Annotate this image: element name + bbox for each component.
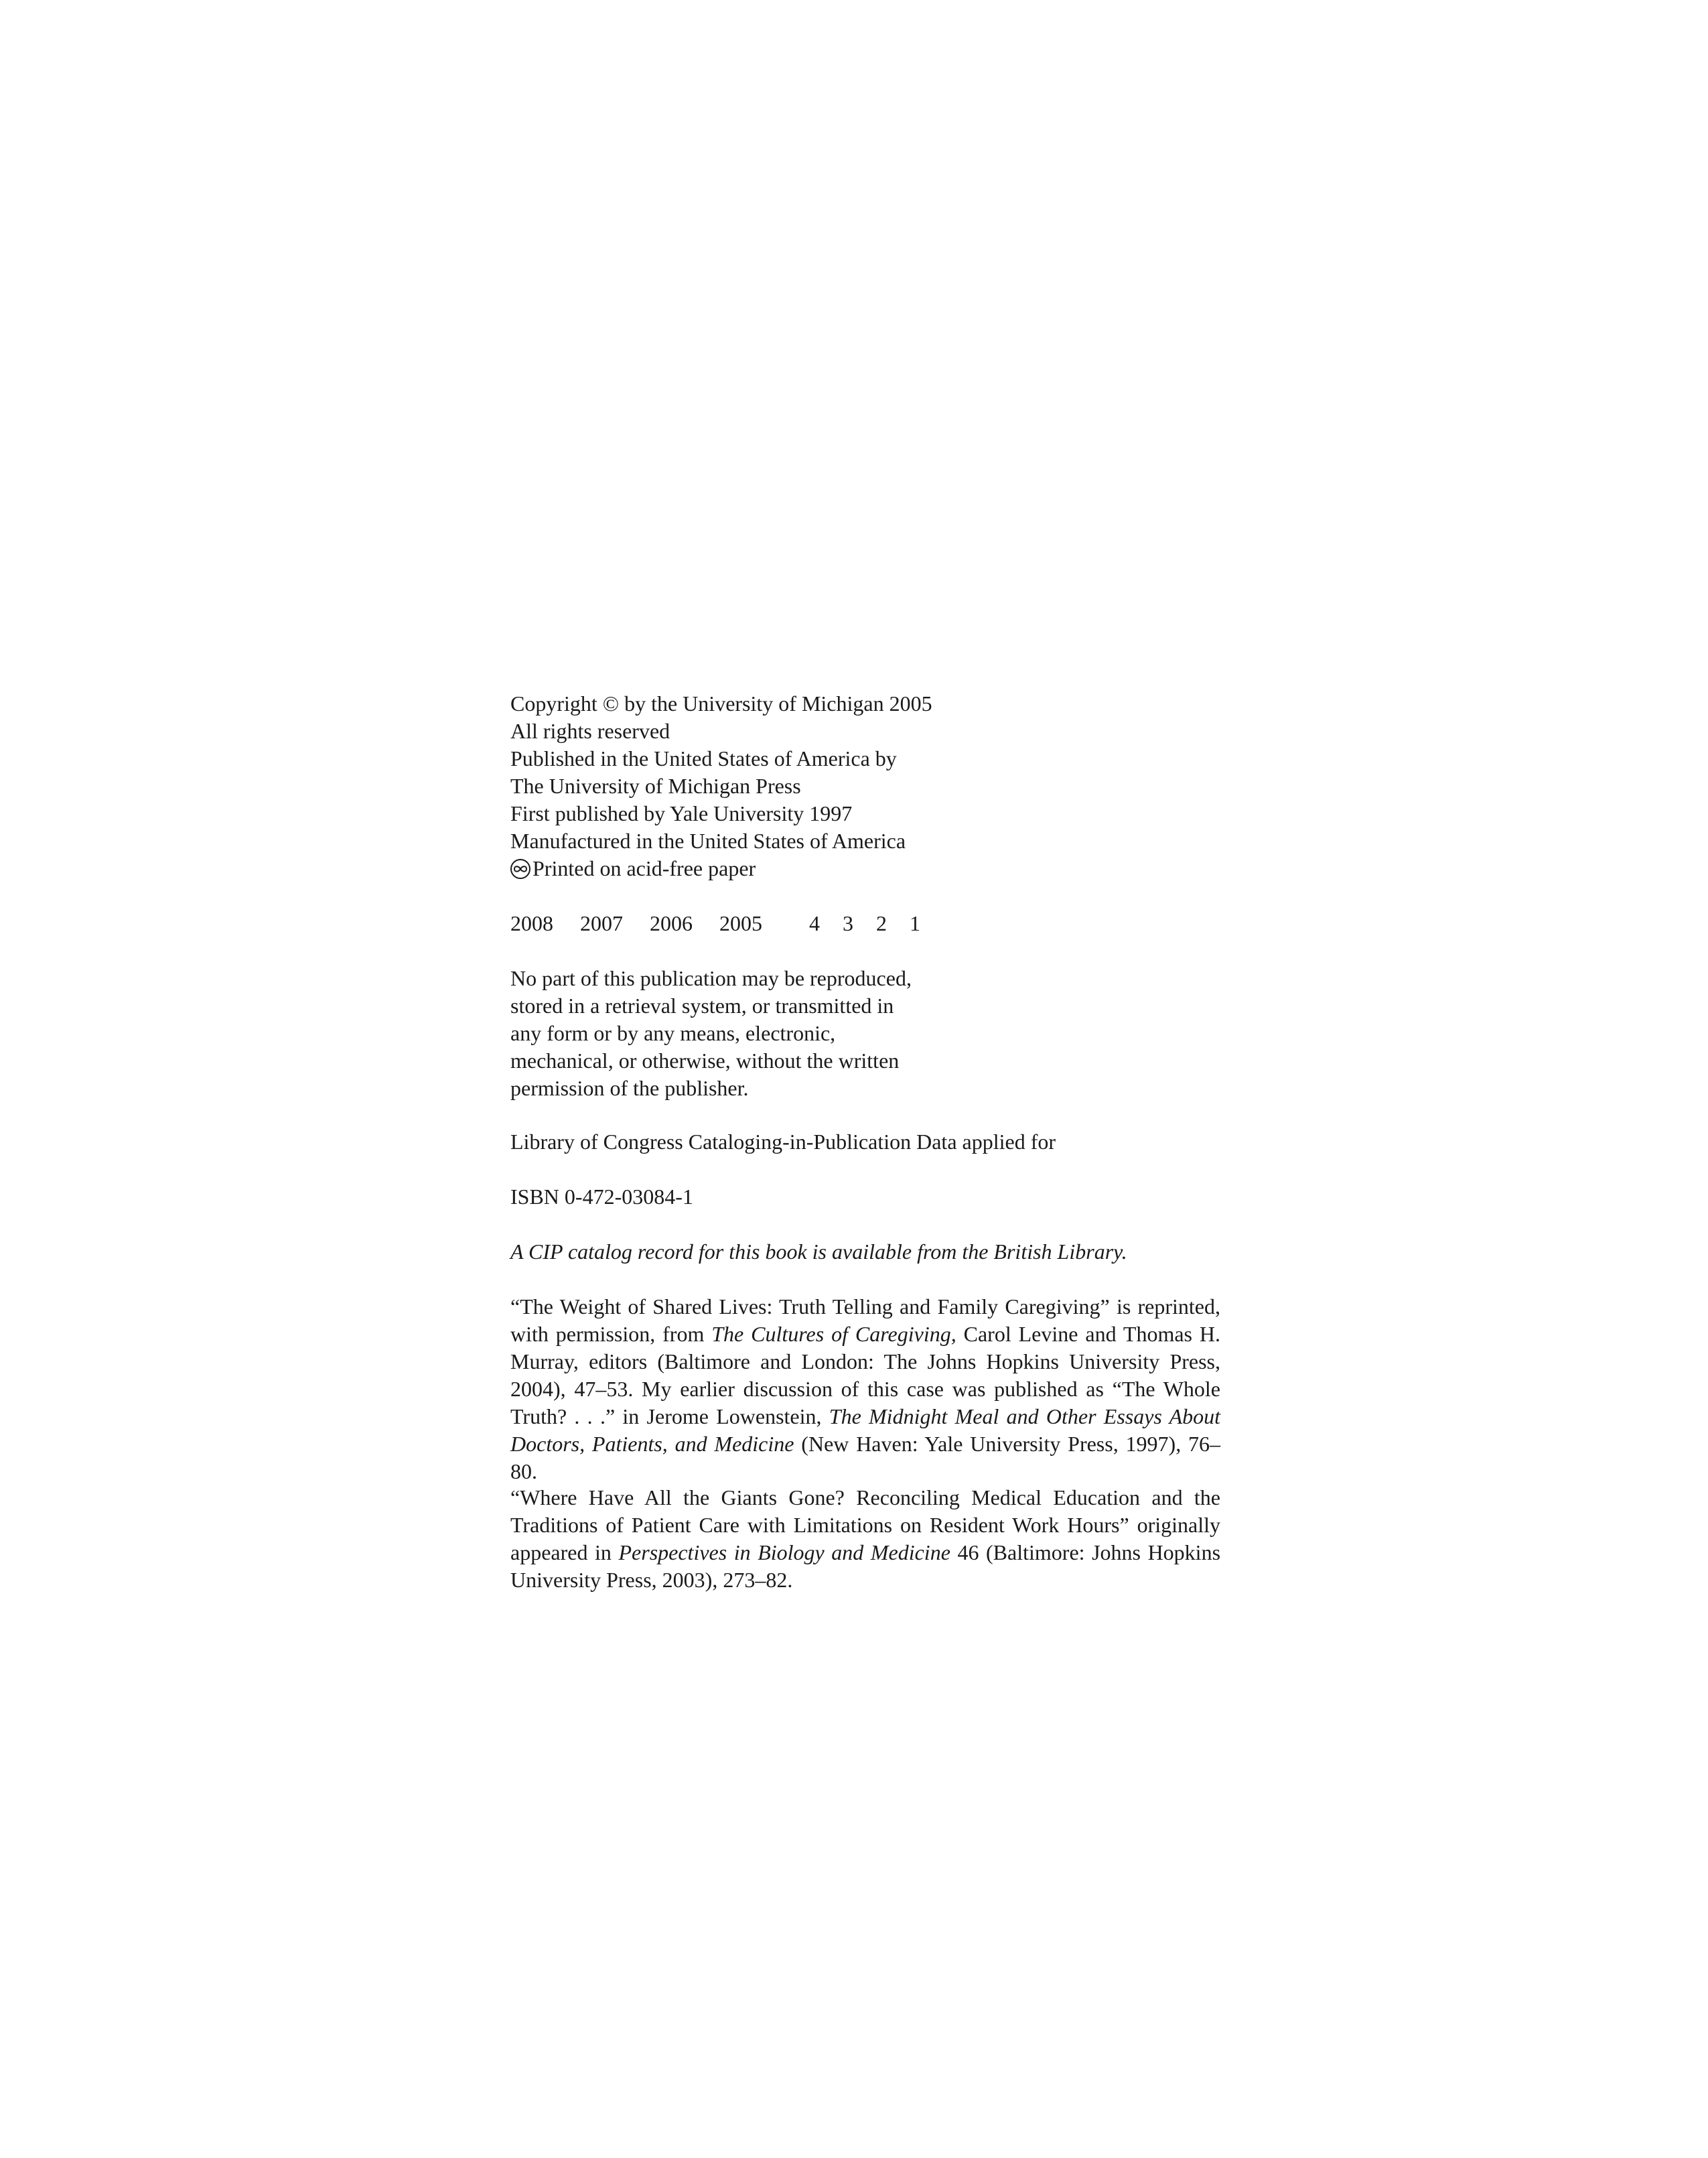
journal-title: Perspectives in Biology and Medicine [618, 1540, 950, 1564]
printing-number: 3 [843, 911, 853, 935]
book-title: The Midnight Meal and Other Essays About Doctors, Patients, and Medicine [510, 1404, 1221, 1456]
imprint-line: Copyright © by the University of Michigan 2005 [510, 691, 932, 716]
imprint-line: All rights reserved [510, 719, 670, 743]
rights-line: permission of the publisher. [510, 1076, 749, 1100]
imprint-line: First published by Yale University 1997 [510, 801, 853, 825]
cip-notice: Library of Congress Cataloging-in-Publication Data applied for [510, 1130, 1056, 1154]
printing-year: 2008 [510, 911, 553, 935]
rights-line: stored in a retrieval system, or transmitted in [510, 994, 894, 1018]
credit-text: “The Weight of Shared Lives: Truth Telling and Family Caregiving” is reprinted, with permission, from [510, 1294, 1220, 1346]
credit-paragraph-1 [510, 1293, 1220, 1485]
printing-number: 1 [910, 911, 920, 935]
book-title: The Cultures of Caregiving, [711, 1322, 956, 1346]
credit-text: Carol Levine and Thomas H. Murray, editors (Baltimore and London: The Johns Hopkins University Press, 2004), 47–53. My earlier discussion of this case was published as “The Whole Truth? . . .” in Jerome Lowenstein, [510, 1322, 1220, 1428]
british-library-note: A CIP catalog record for this book is available from the British Library. [510, 1239, 1127, 1264]
credit-paragraph-2 [510, 1484, 1220, 1594]
acid-free-text: Printed on acid-free paper [532, 856, 756, 880]
printing-year: 2005 [719, 911, 762, 935]
printing-number: 4 [809, 911, 820, 935]
imprint-line: The University of Michigan Press [510, 774, 801, 798]
rights-line: any form or by any means, electronic, [510, 1021, 836, 1045]
rights-notice [510, 965, 1220, 1102]
printing-line [510, 910, 1220, 937]
acid-free-line [510, 855, 1220, 882]
credit-text: 46 (Baltimore: Johns Hopkins University Press, 2003), 273–82. [510, 1540, 1221, 1592]
credit-text: (New Haven: Yale University Press, 1997), 76–80. [510, 1432, 1221, 1483]
rights-line: mechanical, or otherwise, without the written [510, 1049, 900, 1073]
imprint-block [510, 690, 1220, 882]
rights-line: No part of this publication may be reproduced, [510, 966, 912, 990]
printing-year: 2006 [650, 911, 693, 935]
isbn: ISBN 0-472-03084-1 [510, 1185, 693, 1209]
imprint-line: Manufactured in the United States of America [510, 829, 906, 853]
credit-text: “Where Have All the Giants Gone? Reconciling Medical Education and the Traditions of Patient Care with Limitations on Resident Work Hours” originally appeared in [510, 1485, 1220, 1564]
printing-number: 2 [876, 911, 887, 935]
infinity-circle-icon [510, 859, 530, 879]
printing-year: 2007 [580, 911, 623, 935]
imprint-line: Published in the United States of America by [510, 746, 897, 770]
